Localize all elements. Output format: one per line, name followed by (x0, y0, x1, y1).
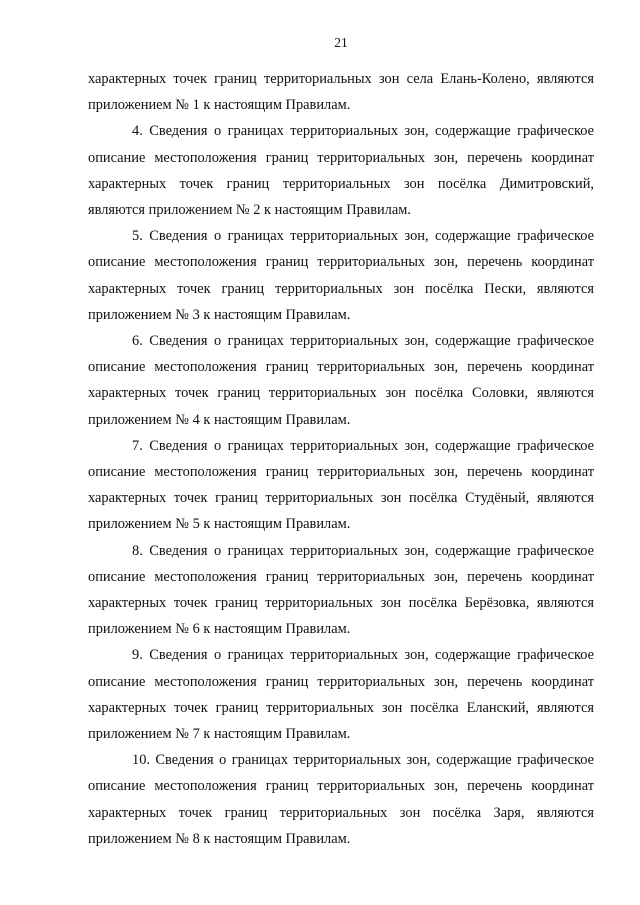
paragraph-item-8: 8. Сведения о границах территориальных зон, содержащие графическое описание местоположения границ территориальных зон, перечень координат характерных точек границ территориальных зон посёлка Берёзовка, являются приложением № 6 к настоящим Правилам. (88, 542, 594, 638)
paragraph-continuation: характерных точек границ территориальных зон села Елань-Колено, являются приложением № 1 к настоящим Правилам. (88, 71, 594, 114)
document-page (88, 34, 594, 852)
paragraph-item-6: 6. Сведения о границах территориальных зон, содержащие графическое описание местоположения границ территориальных зон, перечень координат характерных точек границ территориальных зон посёлка Соловки, являются приложением № 4 к настоящим Правилам. (88, 333, 594, 428)
document-body (88, 66, 594, 852)
paragraph-item-7: 7. Сведения о границах территориальных зон, содержащие графическое описание местоположения границ территориальных зон, перечень координат характерных точек границ территориальных зон посёлка Студёный, являются приложением № 5 к настоящим Правилам. (88, 437, 594, 533)
paragraph-item-5: 5. Сведения о границах территориальных зон, содержащие графическое описание местоположения границ территориальных зон, перечень координат характерных точек границ территориальных зон посёлка Пески, являются приложением № 3 к настоящим Правилам. (88, 228, 594, 323)
page-number: 21 (334, 35, 348, 50)
paragraph-item-9: 9. Сведения о границах территориальных зон, содержащие графическое описание местоположения границ территориальных зон, перечень координат характерных точек границ территориальных зон посёлка Еланский, являются приложением № 7 к настоящим Правилам. (88, 647, 594, 743)
paragraph-item-4: 4. Сведения о границах территориальных зон, содержащие графическое описание местоположения границ территориальных зон, перечень координат характерных точек границ территориальных зон посёлка Димитровский, являются приложением № 2 к настоящим Правилам. (88, 123, 594, 219)
paragraph-item-10: 10. Сведения о границах территориальных зон, содержащие графическое описание местоположения границ территориальных зон, перечень координат характерных точек границ территориальных зон посёлка Заря, являются приложением № 8 к настоящим Правилам. (88, 752, 594, 847)
